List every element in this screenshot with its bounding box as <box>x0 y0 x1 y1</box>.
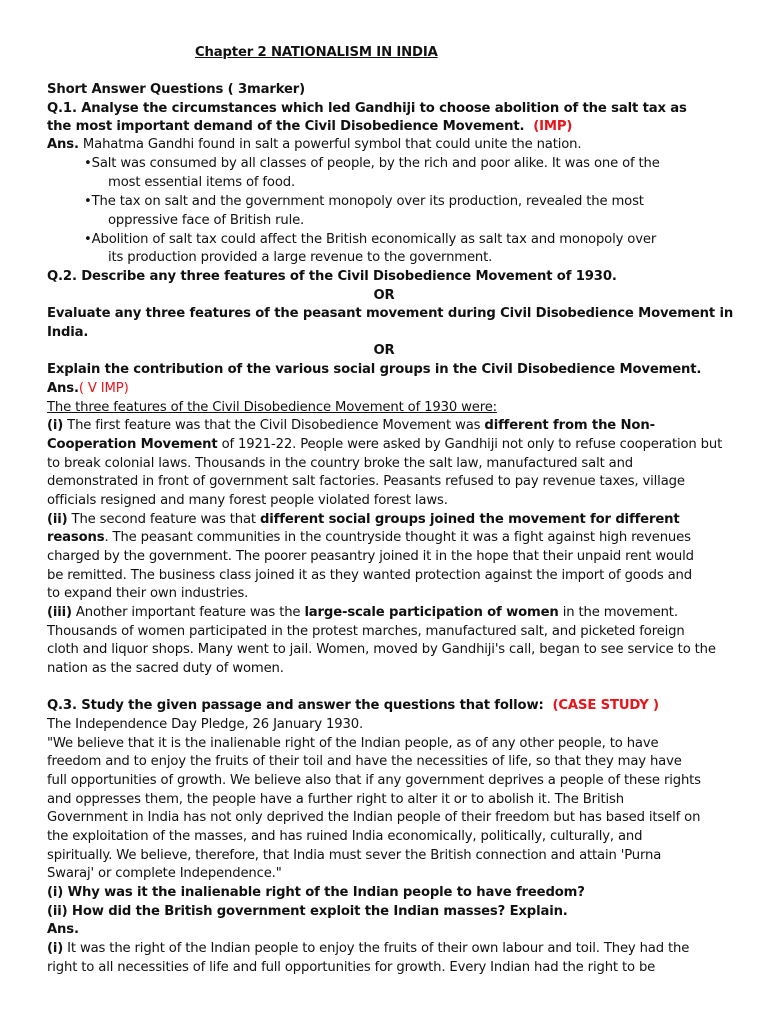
q1-bullet-3-line2: its production provided a large revenue to the government. <box>108 250 493 265</box>
q2-or-2: OR <box>373 343 395 358</box>
q2-feature-1-line4: demonstrated in front of government salt factories. Peasants refused to pay revenue taxes, village <box>47 474 685 489</box>
q2-feature-1-line1 <box>47 417 655 435</box>
q3-passage-line-4: and oppresses them, the people have a further right to alter it or to abolish it. The British <box>47 792 624 807</box>
q2-feature-3-text-end: in the movement. <box>558 605 678 620</box>
q2-alt1-line1: Evaluate any three features of the peasant movement during Civil Disobedience Movement in <box>47 306 734 321</box>
q2-feature-2-line1 <box>47 511 680 529</box>
q3-passage-line-2: freedom and to enjoy the fruits of their toil and have the necessities of life, so that they may have <box>47 754 682 769</box>
q2-feature-2-text-cont: . The peasant communities in the countryside thought it was a fight against high revenues <box>104 530 691 545</box>
q1-answer-text: Mahatma Gandhi found in salt a powerful symbol that could unite the nation. <box>82 137 582 152</box>
q2-feature-3-line1 <box>47 604 678 622</box>
q2-feature-2-line5: to expand their own industries. <box>47 586 249 601</box>
q3-question: Q.3. Study the given passage and answer the questions that follow: <box>47 698 544 713</box>
q3-passage-line-5: Government in India has not only deprived the Indian people of their freedom but has based itself on <box>47 810 701 825</box>
q1-answer-label: Ans. <box>47 137 79 152</box>
q2-answer-label-line <box>47 380 129 398</box>
q3-subquestion-2: (ii) How did the British government exploit the Indian masses? Explain. <box>47 904 568 919</box>
q2-feature-2-emphasis-cont: reasons <box>47 530 105 545</box>
q3-passage-line-6: the exploitation of the masses, and has ruined India economically, politically, culturally, and <box>47 829 643 844</box>
q2-alt1-line2: India. <box>47 325 89 340</box>
q1-importance-tag: (IMP) <box>533 119 573 134</box>
q2-question: Q.2. Describe any three features of the Civil Disobedience Movement of 1930. <box>47 269 617 284</box>
q3-case-study-tag: (CASE STUDY ) <box>552 698 659 713</box>
q2-feature-3-line2: Thousands of women participated in the protest marches, manufactured salt, and picketed foreign <box>47 624 685 639</box>
q2-feature-1-line3: to break colonial laws. Thousands in the country broke the salt law, manufactured salt and <box>47 456 634 471</box>
q3-passage-line-3: full opportunities of growth. We believe also that if any government deprives a people of these rights <box>47 773 701 788</box>
q1-answer-line <box>47 136 581 154</box>
q2-feature-1-emphasis: different from the Non- <box>484 418 655 433</box>
q2-feature-1-number: (i) <box>47 418 64 433</box>
q2-feature-1-line5: officials resigned and many forest people violated forest laws. <box>47 493 448 508</box>
q2-importance-tag: ( V IMP) <box>78 381 129 396</box>
q2-feature-3-emphasis: large-scale participation of women <box>304 605 559 620</box>
q2-feature-2-text: The second feature was that <box>67 512 260 527</box>
q1-bullet-3-line1: •Abolition of salt tax could affect the British economically as salt tax and monopoly over <box>84 232 657 247</box>
q3-pledge-title: The Independence Day Pledge, 26 January 1930. <box>47 717 364 732</box>
q2-feature-2-emphasis: different social groups joined the movement for different <box>260 512 680 527</box>
q3-answer-label: Ans. <box>47 922 79 937</box>
q2-answer-intro: The three features of the Civil Disobedience Movement of 1930 were: <box>47 400 497 415</box>
q3-passage-line-1: "We believe that it is the inalienable right of the Indian people, as of any other people, to have <box>47 736 659 751</box>
q2-feature-2-line3: charged by the government. The poorer peasantry joined it in the hope that their unpaid rent would <box>47 549 694 564</box>
q2-answer-label: Ans. <box>47 381 79 396</box>
q1-bullet-1-line2: most essential items of food. <box>108 175 295 190</box>
q1-question-line1: Q.1. Analyse the circumstances which led Gandhiji to choose abolition of the salt tax as <box>47 101 687 116</box>
q3-answer-1-line2: right to all necessities of life and full opportunities for growth. Every Indian had the right to be <box>47 960 656 975</box>
q1-bullet-1-line1: •Salt was consumed by all classes of people, by the rich and poor alike. It was one of the <box>84 156 660 171</box>
q2-feature-2-line4: be remitted. The business class joined it as they wanted protection against the import of goods and <box>47 568 692 583</box>
q1-question-line2 <box>47 118 572 136</box>
q2-feature-3-line4: nation as the sacred duty of women. <box>47 661 284 676</box>
q3-answer-1-line1 <box>47 940 689 958</box>
q2-feature-2-number: (ii) <box>47 512 68 527</box>
section-heading: Short Answer Questions ( 3marker) <box>47 82 305 97</box>
q2-feature-1-text-cont: of 1921-22. People were asked by Gandhiji not only to refuse cooperation but <box>217 437 723 452</box>
q2-feature-1-line2 <box>47 436 722 454</box>
q3-answer-1-number: (i) <box>47 941 64 956</box>
q1-bullet-2-line2: oppressive face of British rule. <box>108 213 305 228</box>
q1-bullet-2-line1: •The tax on salt and the government monopoly over its production, revealed the most <box>84 194 644 209</box>
q3-passage-line-7: spiritually. We believe, therefore, that India must sever the British connection and attain 'Purna <box>47 848 662 863</box>
page-title: Chapter 2 NATIONALISM IN INDIA <box>195 45 438 60</box>
q2-feature-3-line3: cloth and liquor shops. Many went to jail. Women, moved by Gandhiji's call, began to see service to the <box>47 642 716 657</box>
q2-feature-3-text: Another important feature was the <box>71 605 305 620</box>
q2-feature-1-emphasis-cont: Cooperation Movement <box>47 437 218 452</box>
q2-feature-1-text: The first feature was that the Civil Disobedience Movement was <box>63 418 485 433</box>
q1-question-text: the most important demand of the Civil Disobedience Movement. <box>47 119 525 134</box>
q2-alt2: Explain the contribution of the various social groups in the Civil Disobedience Movement. <box>47 362 702 377</box>
q2-or-1: OR <box>373 288 395 303</box>
q3-passage-line-8: Swaraj' or complete Independence." <box>47 866 282 881</box>
q2-feature-3-number: (iii) <box>47 605 72 620</box>
q3-question-line <box>47 697 659 715</box>
q3-subquestion-1: (i) Why was it the inalienable right of the Indian people to have freedom? <box>47 885 585 900</box>
q3-answer-1-text: It was the right of the Indian people to enjoy the fruits of their own labour and toil. They had the <box>63 941 690 956</box>
q2-feature-2-line2 <box>47 529 691 547</box>
